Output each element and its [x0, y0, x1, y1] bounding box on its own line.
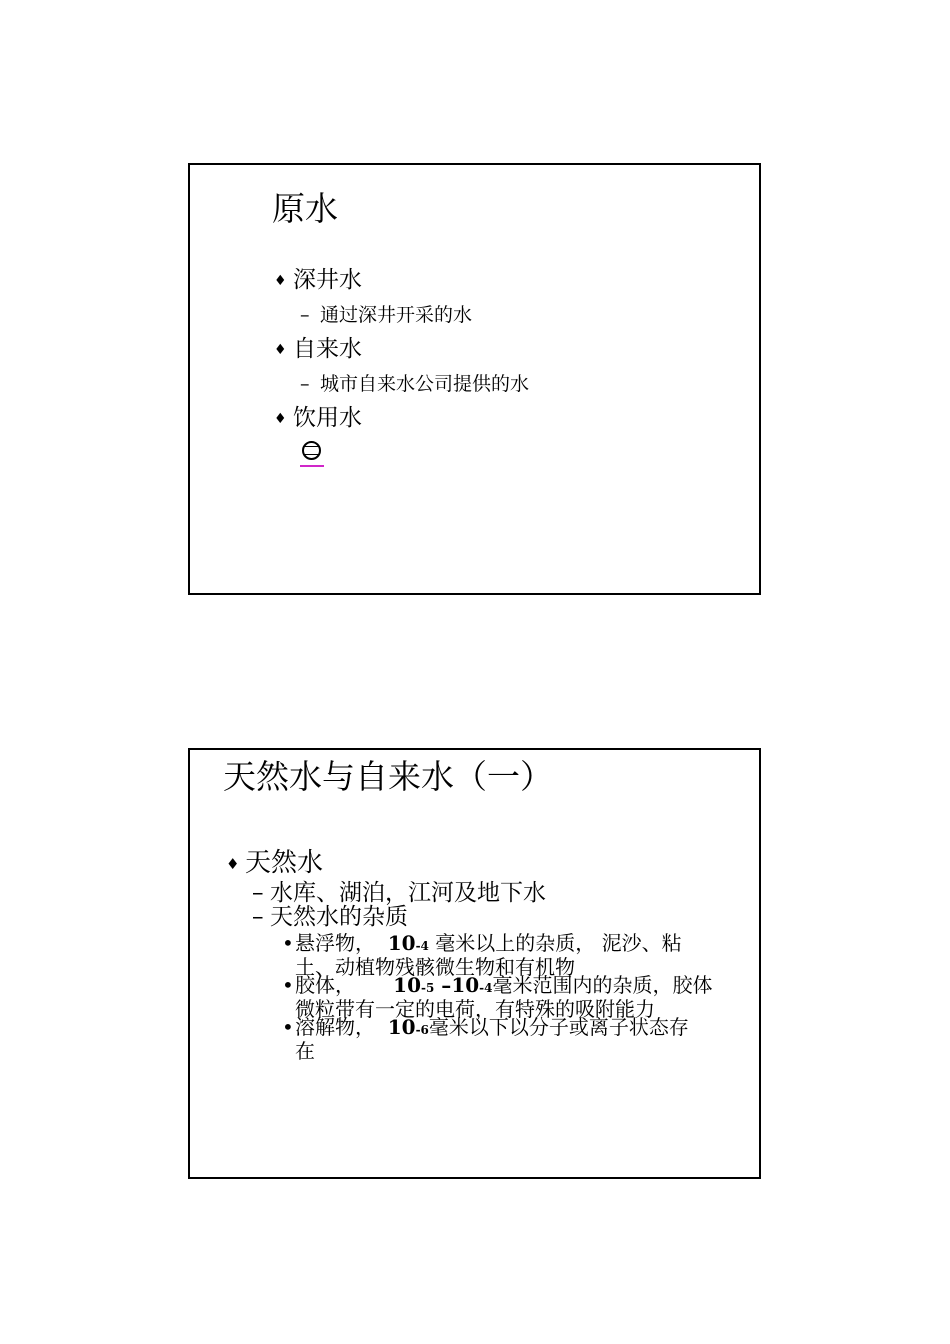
diamond-bullet-icon: ♦ [274, 411, 287, 427]
point-label: 悬浮物， [295, 931, 375, 955]
point-item [282, 975, 713, 1020]
sub-item [300, 375, 529, 394]
diamond-bullet-icon: ♦ [274, 342, 287, 358]
point-item [282, 1017, 689, 1062]
diamond-bullet-icon: ♦ [226, 854, 240, 873]
underline-mark [300, 465, 324, 467]
bullet-item [274, 407, 362, 430]
slide-natural-water [188, 748, 761, 1179]
bullet-label: 自来水 [293, 336, 362, 362]
bullet-label: 天然水 [245, 848, 324, 878]
sub-item [300, 306, 472, 325]
sub-label: 天然水的杂质 [270, 904, 408, 930]
point-item [282, 933, 682, 978]
magnitude: 10-4 [387, 931, 429, 955]
point-text: 毫米以上的杂质， 泥沙、粘 [435, 931, 682, 955]
dot-bullet-icon: • [282, 931, 294, 955]
bullet-label: 深井水 [293, 267, 362, 293]
sub-label: 城市自来水公司提供的水 [320, 373, 530, 395]
sub-item [252, 906, 408, 929]
magnitude: 10-6 [387, 1015, 429, 1039]
bullet-item [274, 338, 362, 361]
dash-icon: – [300, 304, 310, 326]
dash-icon: – [252, 904, 264, 930]
bullet-item [226, 850, 323, 876]
dash-icon: – [252, 880, 264, 906]
slide-title: 原水 [272, 189, 338, 228]
sub-label: 水库、湖泊，江河及地下水 [270, 880, 546, 906]
circled-glyph-icon [300, 441, 324, 467]
sub-label: 通过深井开采的水 [320, 304, 473, 326]
magnitude-range: 10-5 –10-4 [393, 973, 493, 997]
point-text-continued: 土、动植物残骸微生物和有机物 [295, 955, 575, 979]
point-text: 毫米以下以分子或离子状态存 [428, 1015, 689, 1039]
bullet-item [274, 269, 362, 292]
diamond-bullet-icon: ♦ [274, 273, 287, 289]
dot-bullet-icon: • [282, 1015, 294, 1039]
dash-icon: – [300, 373, 310, 395]
bullet-label: 饮用水 [293, 405, 362, 431]
point-text: 毫米范围内的杂质，胶体 [492, 973, 713, 997]
point-label: 溶解物， [295, 1015, 375, 1039]
dot-bullet-icon: • [282, 973, 294, 997]
point-text-continued: 在 [295, 1039, 315, 1063]
point-text-continued: 微粒带有一定的电荷，有特殊的吸附能力 [295, 997, 655, 1021]
slide-raw-water [188, 163, 761, 595]
sub-item [252, 882, 546, 905]
point-label: 胶体， [295, 973, 355, 997]
slide-title: 天然水与自来水（一） [223, 757, 553, 796]
